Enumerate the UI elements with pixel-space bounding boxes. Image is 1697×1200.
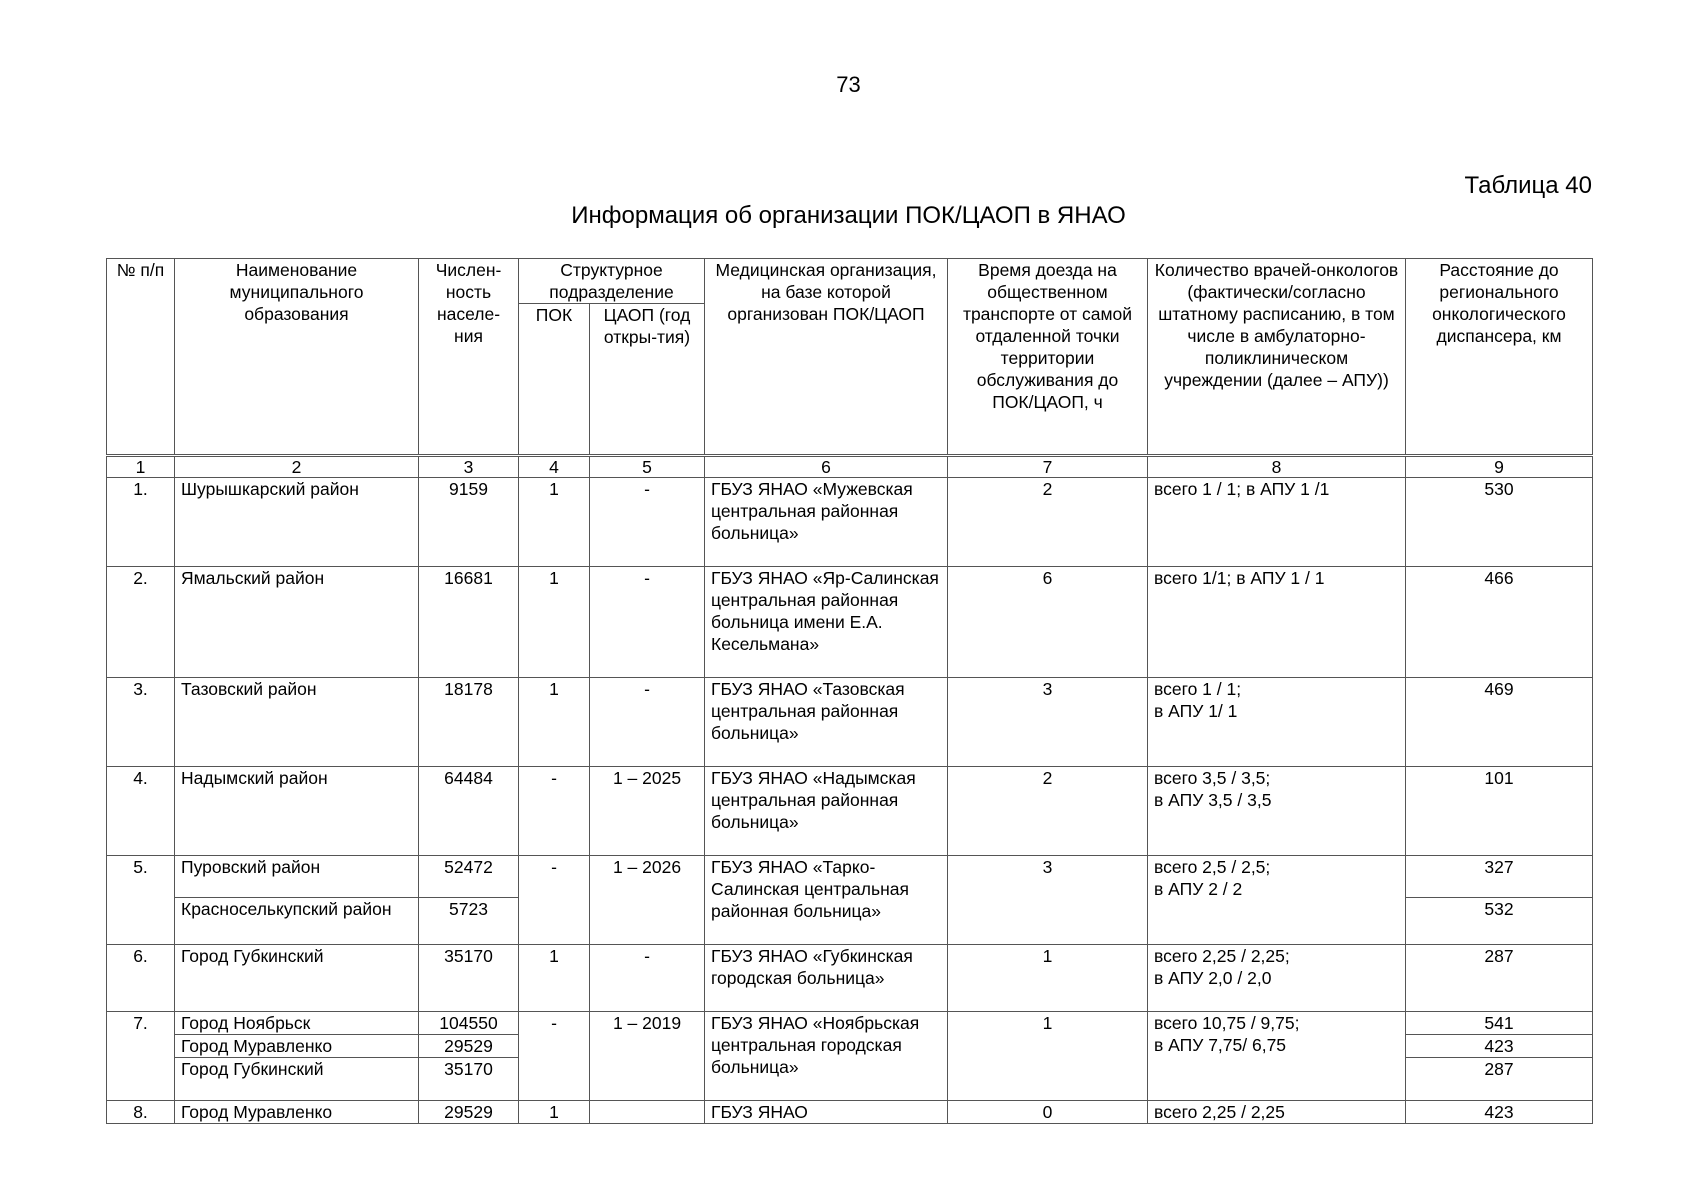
table-row — [107, 856, 1593, 898]
doctors-total: всего 3,5 / 3,5; — [1154, 768, 1271, 788]
col-number: 8 — [1148, 456, 1406, 478]
row-distance: 287 — [1406, 945, 1593, 1012]
row-doctors — [1148, 678, 1406, 767]
row-population: 29529 — [419, 1101, 519, 1124]
table-row — [107, 567, 1593, 678]
row-pok: - — [519, 856, 590, 945]
row-medorg: ГБУЗ ЯНАО «Губкинская городская больница» — [705, 945, 948, 1012]
row-name: Надымский район — [175, 767, 419, 856]
row-name: Город Ноябрьск — [175, 1012, 419, 1035]
doctors-apu: в АПУ 2,0 / 2,0 — [1154, 968, 1272, 988]
row-medorg: ГБУЗ ЯНАО «Яр-Салинская центральная районная больница имени Е.А. Кесельмана» — [705, 567, 948, 678]
row-num: 8. — [107, 1101, 175, 1124]
doctors-apu: в АПУ 1/ 1 — [1154, 701, 1238, 721]
row-num: 3. — [107, 678, 175, 767]
col-number: 9 — [1406, 456, 1593, 478]
row-pok: 1 — [519, 478, 590, 567]
row-doctors — [1148, 945, 1406, 1012]
row-caop: - — [590, 945, 705, 1012]
row-medorg: ГБУЗ ЯНАО «Тазовская центральная районная больница» — [705, 678, 948, 767]
row-distance: 469 — [1406, 678, 1593, 767]
doctors-apu: в АПУ 2 / 2 — [1154, 879, 1243, 899]
row-num: 1. — [107, 478, 175, 567]
row-caop: 1 – 2025 — [590, 767, 705, 856]
row-caop: 1 – 2019 — [590, 1012, 705, 1101]
row-medorg: ГБУЗ ЯНАО «Мужевская центральная районная больница» — [705, 478, 948, 567]
table-label: Таблица 40 — [1464, 172, 1592, 199]
row-name: Тазовский район — [175, 678, 419, 767]
row-distance: 541 — [1406, 1012, 1593, 1035]
row-pok: 1 — [519, 945, 590, 1012]
table-row — [107, 1101, 1593, 1124]
row-caop: - — [590, 567, 705, 678]
row-doctors — [1148, 1012, 1406, 1101]
row-medorg: ГБУЗ ЯНАО «Ноябрьская центральная городская больница» — [705, 1012, 948, 1101]
header-doctors: Количество врачей-онкологов (фактически/согласно штатному расписанию, в том числе в амбулаторно-поликлиническом учреждении (далее – АПУ)) — [1148, 259, 1406, 456]
col-number: 7 — [948, 456, 1148, 478]
row-population: 52472 — [419, 856, 519, 898]
row-time: 1 — [948, 945, 1148, 1012]
header-population: Числен-ность населе-ния — [419, 259, 519, 456]
row-population: 9159 — [419, 478, 519, 567]
doctors-apu: в АПУ 3,5 / 3,5 — [1154, 790, 1272, 810]
row-name: Город Муравленко — [175, 1101, 419, 1124]
row-name: Город Губкинский — [175, 945, 419, 1012]
row-caop: - — [590, 478, 705, 567]
doctors-apu: в АПУ 7,75/ 6,75 — [1154, 1035, 1287, 1055]
table-row — [107, 678, 1593, 767]
row-name: Ямальский район — [175, 567, 419, 678]
row-time: 1 — [948, 1012, 1148, 1101]
doctors-total: всего 1 / 1; — [1154, 679, 1242, 699]
row-name: Шурышкарский район — [175, 478, 419, 567]
row-population: 18178 — [419, 678, 519, 767]
page-number: 73 — [836, 72, 861, 97]
row-population: 5723 — [419, 898, 519, 945]
row-num: 6. — [107, 945, 175, 1012]
row-time: 2 — [948, 478, 1148, 567]
row-name: Город Муравленко — [175, 1035, 419, 1058]
row-distance: 530 — [1406, 478, 1593, 567]
doctors-total: всего 2,5 / 2,5; — [1154, 857, 1271, 877]
row-population: 16681 — [419, 567, 519, 678]
row-population: 104550 — [419, 1012, 519, 1035]
row-medorg: ГБУЗ ЯНАО «Тарко-Салинская центральная районная больница» — [705, 856, 948, 945]
row-distance: 532 — [1406, 898, 1593, 945]
col-number: 5 — [590, 456, 705, 478]
row-distance: 327 — [1406, 856, 1593, 898]
row-distance: 101 — [1406, 767, 1593, 856]
table-row — [107, 767, 1593, 856]
column-numbers-row — [107, 456, 1593, 478]
row-num: 2. — [107, 567, 175, 678]
row-pok: - — [519, 1012, 590, 1101]
row-num: 4. — [107, 767, 175, 856]
oncology-table — [106, 258, 1593, 1124]
row-num: 7. — [107, 1012, 175, 1101]
row-name: Пуровский район — [175, 856, 419, 898]
row-population: 35170 — [419, 945, 519, 1012]
table-row — [107, 1012, 1593, 1035]
header-time: Время доезда на общественном транспорте от самой отдаленной точки территории обслуживания до ПОК/ЦАОП, ч — [948, 259, 1148, 456]
header-struct: Структурное подразделение — [519, 259, 705, 304]
header-pok: ПОК — [519, 304, 590, 456]
header-distance: Расстояние до регионального онкологического диспансера, км — [1406, 259, 1593, 456]
row-pok: - — [519, 767, 590, 856]
row-distance: 423 — [1406, 1035, 1593, 1058]
row-distance: 423 — [1406, 1101, 1593, 1124]
row-pok: 1 — [519, 567, 590, 678]
doctors-total: всего 2,25 / 2,25; — [1154, 946, 1290, 966]
row-time: 2 — [948, 767, 1148, 856]
row-doctors — [1148, 767, 1406, 856]
header-medorg: Медицинская организация, на базе которой организован ПОК/ЦАОП — [705, 259, 948, 456]
row-caop — [590, 1101, 705, 1124]
row-population: 29529 — [419, 1035, 519, 1058]
row-doctors: всего 1/1; в АПУ 1 / 1 — [1148, 567, 1406, 678]
header-caop: ЦАОП (год откры-тия) — [590, 304, 705, 456]
col-number: 3 — [419, 456, 519, 478]
header-name: Наименование муниципального образования — [175, 259, 419, 456]
row-name: Город Губкинский — [175, 1058, 419, 1101]
row-medorg: ГБУЗ ЯНАО «Надымская центральная районная больница» — [705, 767, 948, 856]
row-doctors: всего 2,25 / 2,25 — [1148, 1101, 1406, 1124]
row-num: 5. — [107, 856, 175, 945]
row-pok: 1 — [519, 678, 590, 767]
row-medorg: ГБУЗ ЯНАО — [705, 1101, 948, 1124]
row-distance: 287 — [1406, 1058, 1593, 1101]
table-row — [107, 478, 1593, 567]
row-distance: 466 — [1406, 567, 1593, 678]
row-time: 3 — [948, 678, 1148, 767]
row-name: Красноселькупский район — [175, 898, 419, 945]
col-number: 2 — [175, 456, 419, 478]
row-caop: 1 – 2026 — [590, 856, 705, 945]
row-doctors — [1148, 856, 1406, 945]
row-pok: 1 — [519, 1101, 590, 1124]
row-population: 64484 — [419, 767, 519, 856]
row-doctors: всего 1 / 1; в АПУ 1 /1 — [1148, 478, 1406, 567]
col-number: 4 — [519, 456, 590, 478]
table-row — [107, 945, 1593, 1012]
doctors-total: всего 10,75 / 9,75; — [1154, 1013, 1300, 1033]
row-time: 0 — [948, 1101, 1148, 1124]
row-time: 6 — [948, 567, 1148, 678]
header-num: № п/п — [107, 259, 175, 456]
table-title: Информация об организации ПОК/ЦАОП в ЯНАО — [571, 202, 1126, 229]
row-caop: - — [590, 678, 705, 767]
row-time: 3 — [948, 856, 1148, 945]
col-number: 6 — [705, 456, 948, 478]
col-number: 1 — [107, 456, 175, 478]
row-population: 35170 — [419, 1058, 519, 1101]
